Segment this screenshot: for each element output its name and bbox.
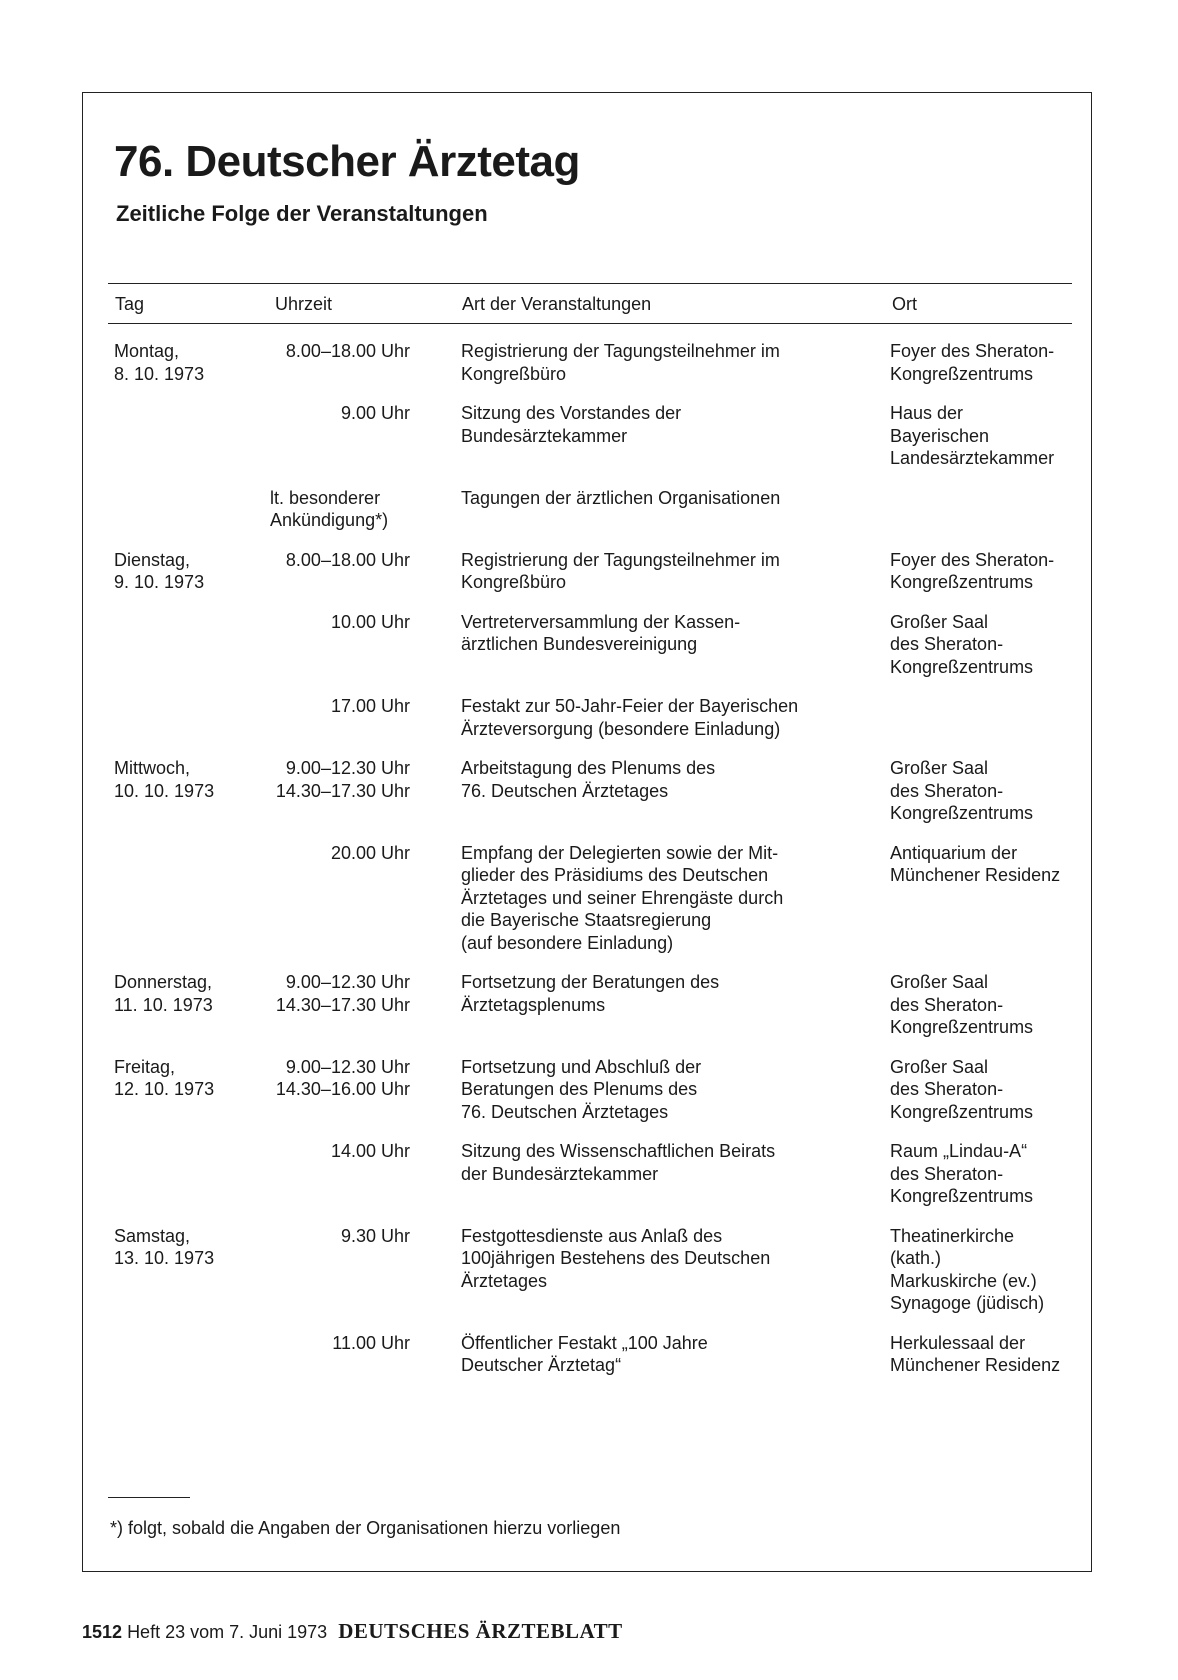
event-cell: Registrierung der Tagungsteilnehmer im Kongreßbüro xyxy=(461,549,780,592)
event-cell: Empfang der Delegierten sowie der Mit- glieder des Präsidiums des Deutschen Ärztetages und seiner Ehrengäste durch die Bayerische Staatsregierung (auf besondere Einladung) xyxy=(461,842,784,953)
event-cell: Festakt zur 50-Jahr-Feier der Bayerischen Ärzteversorgung (besondere Einladung) xyxy=(461,696,799,739)
page-title: 76. Deutscher Ärztetag xyxy=(114,137,580,186)
day-cell: Donnerstag, 11. 10. 1973 xyxy=(114,972,213,1015)
event-cell: Fortsetzung der Beratungen des Ärztetagsplenums xyxy=(461,972,720,1015)
time-cell: 17.00 Uhr xyxy=(330,696,410,716)
table-row xyxy=(0,340,1178,385)
event-cell: Sitzung des Vorstandes der Bundesärztekammer xyxy=(461,403,682,446)
location-cell: Großer Saal des Sheraton- Kongreßzentrums xyxy=(890,972,1034,1037)
footnote: *) folgt, sobald die Angaben der Organisationen hierzu vorliegen xyxy=(110,1518,621,1538)
location-cell: Großer Saal des Sheraton- Kongreßzentrums xyxy=(890,1056,1034,1122)
table-header-rule xyxy=(108,323,1072,324)
page-subtitle: Zeitliche Folge der Veranstaltungen xyxy=(116,201,488,226)
day-cell: Montag, 8. 10. 1973 xyxy=(114,341,205,384)
time-cell: 9.00 Uhr xyxy=(340,403,410,423)
time-cell: 9.00–12.30 Uhr 14.30–17.30 Uhr xyxy=(275,972,410,1015)
time-cell: 9.30 Uhr xyxy=(340,1225,410,1246)
magazine-name: DEUTSCHES ÄRZTEBLATT xyxy=(338,1619,623,1643)
event-cell: Vertreterversammlung der Kassen- ärztlichen Bundesvereinigung xyxy=(461,611,741,654)
page-footer xyxy=(82,1620,623,1643)
location-cell: Antiquarium der Münchener Residenz xyxy=(890,842,1061,885)
day-cell: Samstag, 13. 10. 1973 xyxy=(114,1225,215,1268)
table-row xyxy=(0,1056,1178,1124)
location-cell: Theatinerkirche (kath.) Markuskirche (ev.) Synagoge (jüdisch) xyxy=(890,1225,1045,1313)
time-cell: lt. besonderer Ankündigung*) xyxy=(270,487,389,530)
location-cell: Foyer des Sheraton- Kongreßzentrums xyxy=(890,341,1055,384)
event-cell: Arbeitstagung des Plenums des 76. Deutschen Ärztetages xyxy=(461,758,716,801)
event-cell: Tagungen der ärztlichen Organisationen xyxy=(461,487,781,508)
day-cell: Freitag, 12. 10. 1973 xyxy=(114,1056,215,1099)
table-row xyxy=(0,1225,1178,1315)
day-cell: Mittwoch, 10. 10. 1973 xyxy=(114,758,215,801)
table-row xyxy=(0,695,1178,740)
table-top-rule xyxy=(108,283,1072,284)
location-cell: Raum „Lindau-A“ des Sheraton- Kongreßzentrums xyxy=(890,1141,1034,1206)
table-row xyxy=(0,549,1178,594)
time-cell: 8.00–18.00 Uhr xyxy=(285,341,410,361)
event-cell: Festgottesdienste aus Anlaß des 100jährigen Bestehens des Deutschen Ärztetages xyxy=(461,1225,771,1291)
event-cell: Registrierung der Tagungsteilnehmer im Kongreßbüro xyxy=(461,341,780,384)
location-cell: Großer Saal des Sheraton- Kongreßzentrums xyxy=(890,758,1034,823)
time-cell: 9.00–12.30 Uhr 14.30–17.30 Uhr xyxy=(275,758,410,801)
location-cell: Herkulessaal der Münchener Residenz xyxy=(890,1332,1061,1375)
page-number: 1512 xyxy=(82,1622,123,1642)
footnote-rule xyxy=(108,1497,190,1498)
column-header-event: Art der Veranstaltungen xyxy=(462,294,652,314)
location-cell: Haus der Bayerischen Landesärztekammer xyxy=(890,403,1055,468)
location-cell: Foyer des Sheraton- Kongreßzentrums xyxy=(890,549,1055,592)
time-cell: 8.00–18.00 Uhr xyxy=(285,549,410,570)
time-cell: 10.00 Uhr xyxy=(330,611,410,632)
table-row xyxy=(0,1140,1178,1208)
event-cell: Sitzung des Wissenschaftlichen Beirats der Bundesärztekammer xyxy=(461,1141,776,1184)
event-cell: Öffentlicher Festakt „100 Jahre Deutscher Ärztetag“ xyxy=(461,1332,708,1375)
time-cell: 20.00 Uhr xyxy=(330,842,410,863)
table-row xyxy=(0,402,1178,470)
issue-info: Heft 23 vom 7. Juni 1973 xyxy=(127,1622,328,1642)
column-header-location: Ort xyxy=(892,294,917,314)
table-row xyxy=(0,487,1178,532)
table-row xyxy=(0,971,1178,1039)
table-row xyxy=(0,1332,1178,1377)
location-cell: Großer Saal des Sheraton- Kongreßzentrums xyxy=(890,611,1034,677)
event-cell: Fortsetzung und Abschluß der Beratungen des Plenums des 76. Deutschen Ärztetages xyxy=(461,1056,702,1122)
table-row xyxy=(0,611,1178,679)
column-header-time: Uhrzeit xyxy=(275,294,333,314)
day-cell: Dienstag, 9. 10. 1973 xyxy=(114,549,205,592)
time-cell: 9.00–12.30 Uhr 14.30–16.00 Uhr xyxy=(275,1056,410,1099)
time-cell: 11.00 Uhr xyxy=(332,1332,410,1353)
column-header-day: Tag xyxy=(115,294,145,314)
time-cell: 14.00 Uhr xyxy=(330,1141,410,1161)
table-row xyxy=(0,757,1178,825)
table-row xyxy=(0,842,1178,955)
